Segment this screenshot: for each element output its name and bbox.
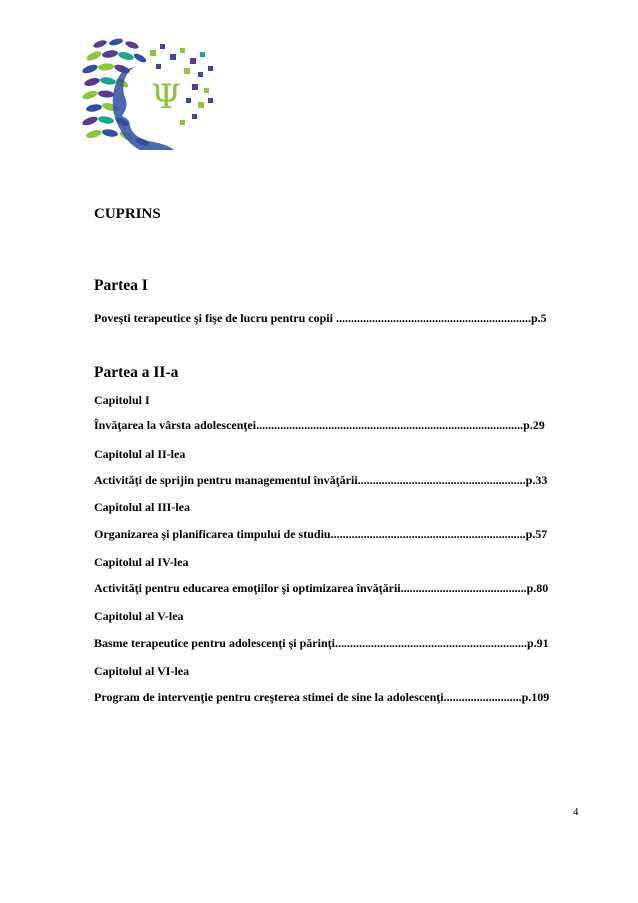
- toc-entry[interactable]: Activităţi pentru educarea emoţiilor şi optimizarea învăţării..........................................p.80: [94, 581, 549, 595]
- psychology-head-logo: [80, 36, 215, 152]
- chapter-label: Capitolul al III-lea: [94, 500, 191, 514]
- toc-entry[interactable]: Program de intervenţie pentru creşterea stimei de sine la adolescenţi..........................p.109: [94, 690, 550, 704]
- chapter-label: Capitolul al VI-lea: [94, 664, 190, 678]
- toc-entry[interactable]: Învăţarea la vârsta adolescenţei.........................................................................................p.29: [94, 418, 545, 432]
- toc-entry[interactable]: Organizarea şi planificarea timpului de studiu.................................................................p.57: [94, 527, 548, 541]
- page-number: 4: [573, 806, 579, 818]
- part-1-heading: Partea I: [94, 277, 148, 294]
- chapter-label: Capitolul al V-lea: [94, 609, 184, 623]
- toc-entry[interactable]: Activităţi de sprijin pentru managementul învăţării........................................................p.33: [94, 473, 548, 487]
- psi-symbol: Ψ: [151, 77, 181, 117]
- chapter-label: Capitolul al IV-lea: [94, 555, 189, 569]
- toc-entry-part-1[interactable]: Poveşti terapeutice şi fişe de lucru pentru copii .................................................................p.5: [94, 311, 547, 325]
- chapter-label: Capitolul al II-lea: [94, 447, 186, 461]
- toc-entry[interactable]: Basme terapeutice pentru adolescenţi şi părinţi................................................................p.91: [94, 636, 549, 650]
- toc-title: CUPRINS: [94, 206, 161, 222]
- part-2-heading: Partea a II-a: [94, 364, 179, 381]
- chapter-label: Capitolul I: [94, 393, 150, 407]
